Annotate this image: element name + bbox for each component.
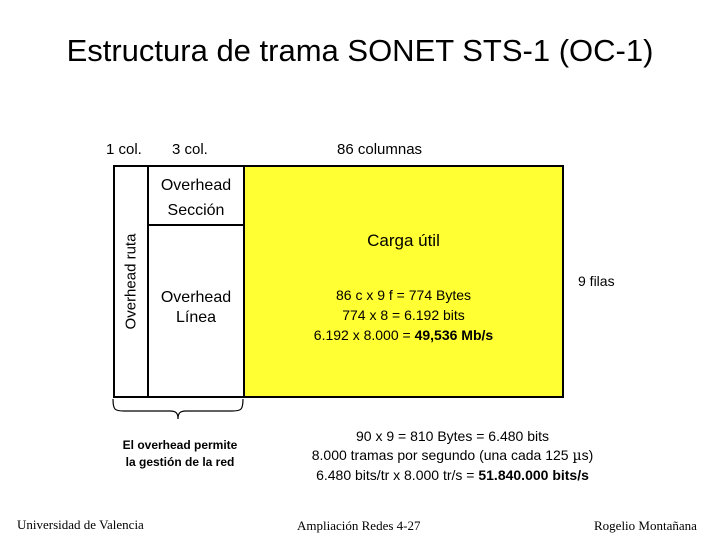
section-overhead-line1: Overhead: [160, 177, 232, 194]
payload-label: Carga útil: [367, 231, 440, 250]
payload-rate-value: 49,536 Mb/s: [414, 327, 494, 343]
totals-line2: 8.000 tramas por segundo (una cada 125 µs): [311, 447, 594, 464]
line-overhead-label: [147, 288, 245, 328]
rows-label: 9 filas: [578, 273, 615, 289]
totals-rate-value: 51.840.000 bits/s: [478, 467, 589, 483]
totals-block: [270, 427, 635, 485]
line-overhead-line2: Línea: [175, 309, 217, 326]
payload-calc-line3: 6.192 x 8.000 = 49,536 Mb/s: [313, 327, 494, 343]
section-overhead-label: [147, 173, 245, 223]
overhead-note: [96, 437, 264, 471]
col3-header: 3 col.: [172, 141, 208, 158]
footer-right: Rogelio Montañana: [594, 518, 697, 533]
note-line1: El overhead permite: [122, 438, 238, 452]
slide-title: Estructura de trama SONET STS-1 (OC-1): [66, 33, 654, 68]
path-overhead-label-box: [113, 165, 149, 398]
col1-header: 1 col.: [106, 141, 142, 158]
section-line-divider: [147, 224, 245, 226]
overhead-brace: [112, 398, 244, 420]
line-overhead-line1: Overhead: [160, 289, 232, 306]
payload-calc-line2: 774 x 8 = 6.192 bits: [342, 307, 465, 323]
footer-center: Ampliación Redes 4-27: [297, 518, 421, 533]
note-line2: la gestión de la red: [125, 455, 235, 469]
payload-area: [243, 165, 564, 398]
col86-header: 86 columnas: [337, 141, 423, 158]
payload-calc-line1: 86 c x 9 f = 774 Bytes: [335, 287, 472, 303]
totals-line3: 6.480 bits/tr x 8.000 tr/s = 51.840.000 bits/s: [316, 467, 589, 483]
totals-line1: 90 x 9 = 810 Bytes = 6.480 bits: [355, 428, 550, 444]
payload-calculation: [243, 285, 564, 345]
section-overhead-line2: Sección: [167, 202, 225, 219]
footer-left: Universidad de Valencia: [17, 517, 144, 532]
path-overhead-label: Overhead ruta: [122, 233, 140, 330]
